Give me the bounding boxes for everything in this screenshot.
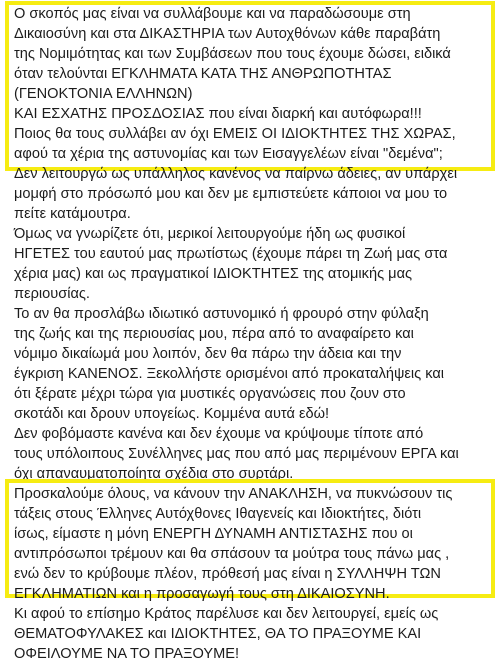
text-line: (ΓΕΝΟΚΤΟΝΙΑ ΕΛΛΗΝΩΝ) bbox=[14, 86, 193, 102]
text-line: ενώ δεν το κρύβουμε πλέον, πρόθεσή μας είναι η ΣΥΛΛΗΨΗ ΤΩΝ bbox=[14, 566, 441, 582]
text-line: σκοτάδι και δρουν υπογείως. Κομμένα αυτά εδώ! bbox=[14, 406, 330, 422]
text-line: Κι αφού το επίσημο Κράτος παρέλυσε και δεν λειτουργεί, εμείς ως bbox=[14, 606, 439, 622]
text-line: Το αν θα προσλάβω ιδιωτικό αστυνομικό ή φρουρό στην φύλαξη bbox=[14, 306, 429, 322]
text-line: ότι ξέρατε μέχρι τώρα για μυστικές οργανώσεις που ζουν στο bbox=[14, 386, 406, 402]
text-line: έγκριση ΚΑΝΕΝΟΣ. Ξεκολλήστε ορισμένοι από προκαταλήψεις και bbox=[14, 366, 445, 382]
text-line: μομφή στο πρόσωπό μου και δεν με εμπιστεύετε κάποιοι να μου το bbox=[14, 186, 448, 202]
text-line: τάξεις στους Έλληνες Αυτόχθονες Ιθαγενείς και Ιδιοκτήτες, διότι bbox=[14, 506, 422, 522]
text-line: αντιπρόσωποι τρέμουν και θα σπάσουν τα μούτρα τους πάνω μας , bbox=[14, 546, 450, 562]
text-line: περιουσίας. bbox=[14, 286, 90, 302]
text-line: Προσκαλούμε όλους, να κάνουν την ΑΝΑΚΛΗΣΗ, να πυκνώσουν τις bbox=[14, 486, 453, 502]
text-line: Ο σκοπός μας είναι να συλλάβουμε και να παραδώσουμε στη bbox=[14, 6, 411, 22]
text-line: χέρια μας) και ως πραγματικοί ΙΔΙΟΚΤΗΤΕΣ της ατομικής μας bbox=[14, 266, 413, 282]
text-line: ίσως, είμαστε η μόνη ΕΝΕΡΓΗ ΔΥΝΑΜΗ ΑΝΤΙΣΤΑΣΗΣ που οι bbox=[14, 526, 413, 542]
text-line: ΕΓΚΛΗΜΑΤΙΩΝ και η προσαγωγή τους στη ΔΙΚΑΙΟΣΥΝΗ. bbox=[14, 586, 390, 602]
text-line: ΘΕΜΑΤΟΦΥΛΑΚΕΣ και ΙΔΙΟΚΤΗΤΕΣ, ΘΑ ΤΟ ΠΡΑΞΟΥΜΕ ΚΑΙ bbox=[14, 626, 422, 642]
text-line: ΟΦΕΙΛΟΥΜΕ ΝΑ ΤΟ ΠΡΑΞΟΥΜΕ! bbox=[14, 646, 240, 662]
text-line: τους υπόλοιπους Συνέλληνες μας που από μας περιμένουν ΕΡΓΑ και bbox=[14, 446, 459, 462]
text-line: όχι απαναυματοποίητα σχέδια στο συρτάρι. bbox=[14, 466, 294, 482]
text-line: Όμως να γνωρίζετε ότι, μερικοί λειτουργούμε ήδη ως φυσικοί bbox=[14, 226, 406, 242]
text-line: της Νομιμότητας και των Συμβάσεων που τους έχουμε δώσει, ειδικά bbox=[14, 46, 451, 62]
text-line: όταν τελούνται ΕΓΚΛΗΜΑΤΑ ΚΑΤΑ ΤΗΣ ΑΝΘΡΩΠΟΤΗΤΑΣ bbox=[14, 66, 392, 82]
text-line: ΗΓΕΤΕΣ του εαυτού μας πρωτίστως (έχουμε πάρει τη Ζωή μας στα bbox=[14, 246, 448, 262]
text-line: πείτε κατάμουτρα. bbox=[14, 206, 131, 222]
text-line: της ζωής και της περιουσίας μου, πέρα από το αναφαίρετο και bbox=[14, 326, 414, 342]
text-line: Δεν λειτουργώ ως υπάλληλος κανένος να παίρνω άδειες, αν υπάρχει bbox=[14, 166, 458, 182]
text-line: Ποιος θα τους συλλάβει αν όχι ΕΜΕΙΣ ΟΙ ΙΔΙΟΚΤΗΤΕΣ ΤΗΣ ΧΩΡΑΣ, bbox=[14, 126, 456, 142]
text-line: Δεν φοβόμαστε κανένα και δεν έχουμε να κρύψουμε τίποτε από bbox=[14, 426, 424, 442]
text-line: ΚΑΙ ΕΣΧΑΤΗΣ ΠΡΟΣΔΟΣΙΑΣ που είναι διαρκή και αυτόφωρα!!! bbox=[14, 106, 422, 122]
text-line: αφού τα χέρια της αστυνομίας και των Εισαγγελέων είναι "δεμένα"; bbox=[14, 146, 443, 162]
text-line: νόμιμο δικαίωμά μου λοιπόν, δεν θα πάρω την άδεια και την bbox=[14, 346, 402, 362]
text-line: Δικαιοσύνη και στα ΔΙΚΑΣΤΗΡΙΑ των Αυτοχθόνων κάθε παραβάτη bbox=[14, 26, 441, 42]
